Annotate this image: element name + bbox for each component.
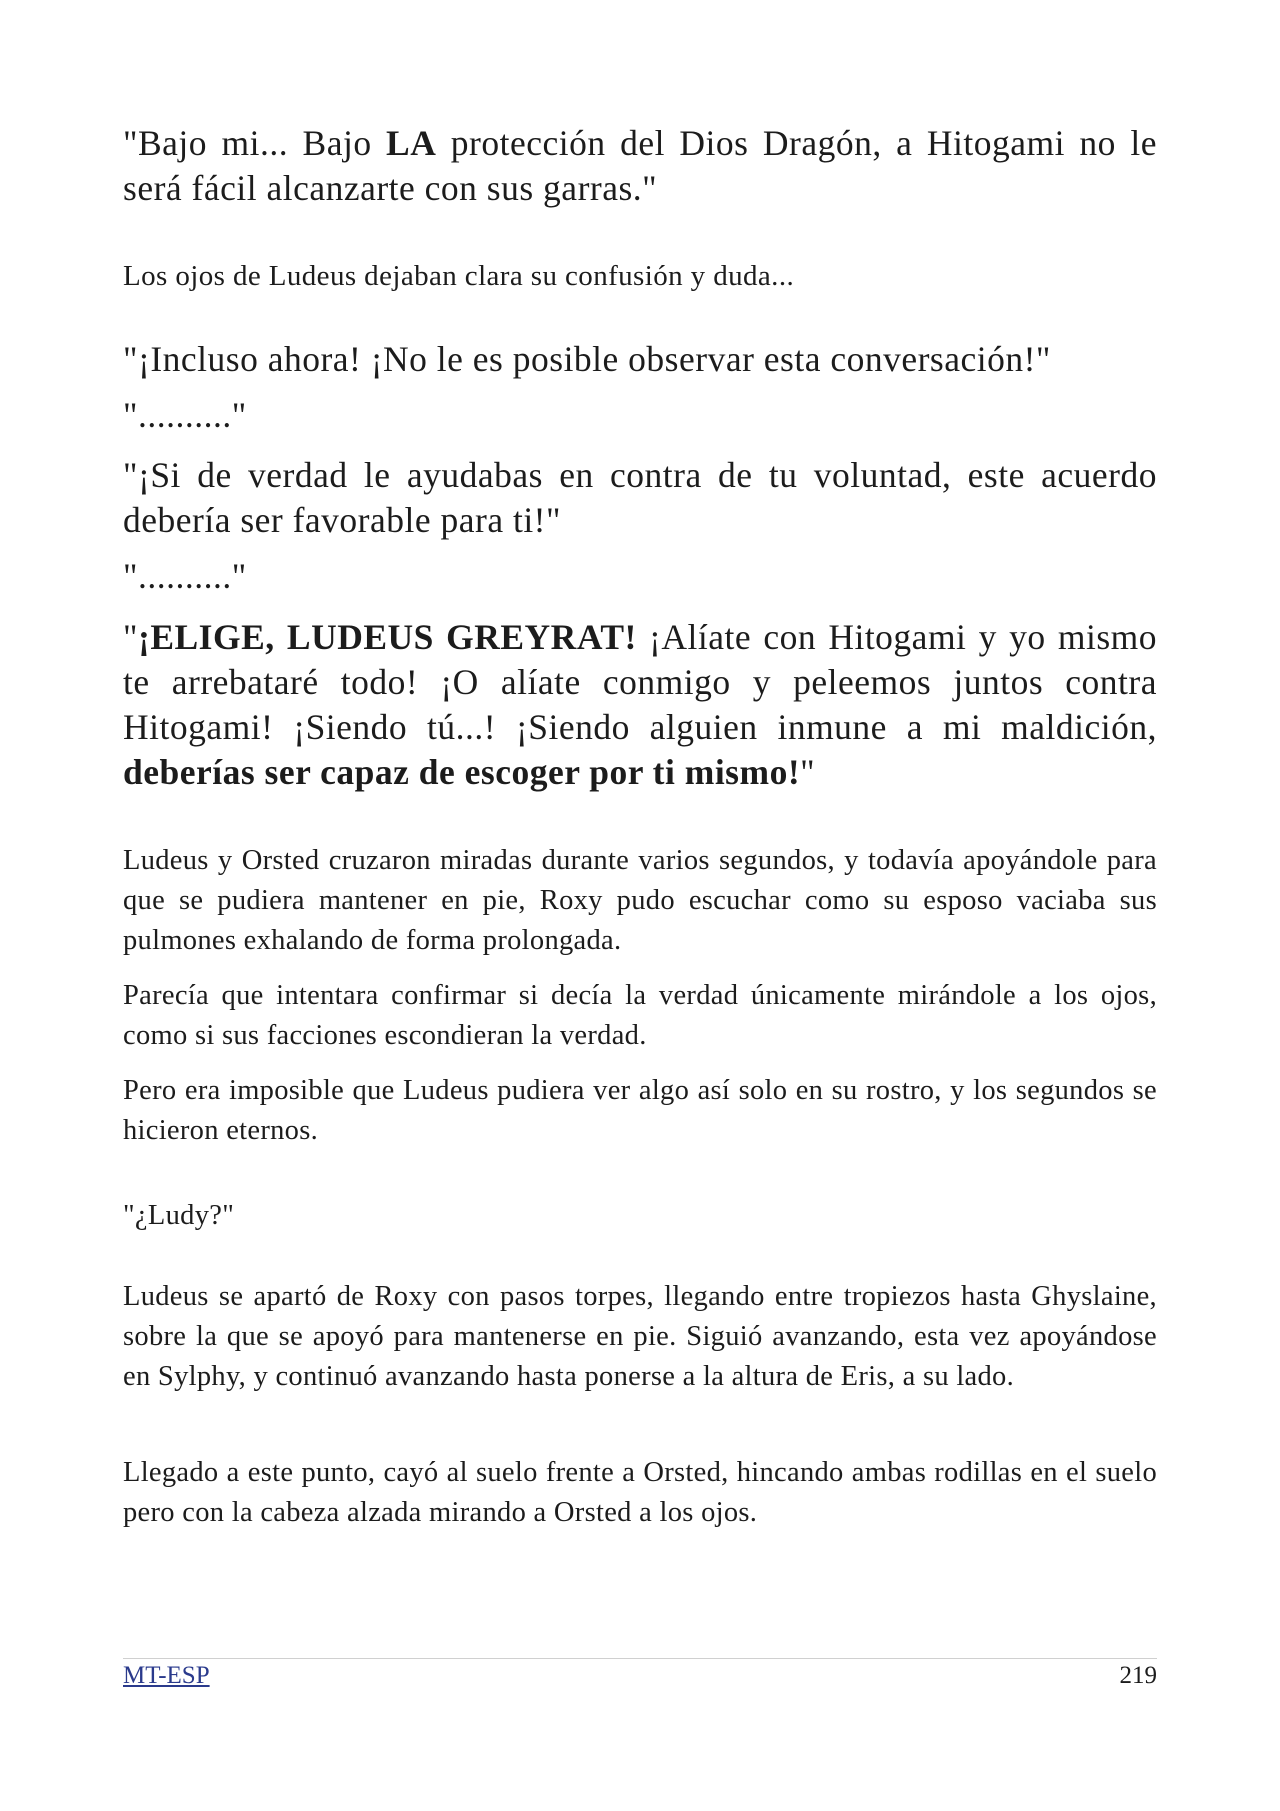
bold-run: LA xyxy=(386,123,437,163)
page-number: 219 xyxy=(1119,1662,1157,1689)
paragraph-text: "¿Ludy?" xyxy=(123,1200,235,1231)
text-run: "Bajo mi... Bajo xyxy=(123,123,387,163)
paragraph-text: ".........." xyxy=(123,395,247,435)
paragraph-text: Pero era imposible que Ludeus pudiera ver algo así solo en su rostro, y los segundos se hicieron eternos. xyxy=(123,1075,1157,1146)
paragraph-text: Ludeus se apartó de Roxy con pasos torpes, llegando entre tropiezos hasta Ghyslaine, sobre la que se apoyó para mantenerse en pie. Siguió avanzando, esta vez apoyándose en Sylphy, y continuó avanzando hasta ponerse a la altura de Eris, a su lado. xyxy=(123,1281,1157,1392)
paragraph-12 xyxy=(123,1277,1157,1397)
paragraph-6 xyxy=(123,554,1157,599)
footer-link[interactable]: MT-ESP xyxy=(123,1662,210,1689)
paragraph-7 xyxy=(123,615,1157,795)
bold-run: deberías ser capaz de escoger por ti mismo! xyxy=(123,752,801,792)
paragraph-5 xyxy=(123,453,1157,543)
text-run: ¡Alíate con Hitogami y yo mismo te arrebataré todo! ¡O alíate conmigo y peleemos juntos contra Hitogami! ¡Siendo tú...! ¡Siendo alguien inmune a mi maldición, xyxy=(123,617,1157,747)
footer-divider xyxy=(123,1658,1157,1659)
paragraph-2 xyxy=(123,256,1157,296)
text-run: " xyxy=(800,752,816,792)
paragraph-1 xyxy=(123,121,1157,211)
paragraph-text: Parecía que intentara confirmar si decía la verdad únicamente mirándole a los ojos, como si sus facciones escondieran la verdad. xyxy=(123,980,1157,1051)
bold-run: ¡ELIGE, LUDEUS GREYRAT! xyxy=(138,617,637,657)
paragraph-13 xyxy=(123,1453,1157,1533)
paragraph-10 xyxy=(123,1071,1157,1151)
paragraph-text: ".........." xyxy=(123,556,247,596)
paragraph-text: "¡Incluso ahora! ¡No le es posible observar esta conversación!" xyxy=(123,339,1051,379)
paragraph-text: Llegado a este punto, cayó al suelo frente a Orsted, hincando ambas rodillas en el suelo pero con la cabeza alzada mirando a Orsted a los ojos. xyxy=(123,1457,1157,1528)
paragraph-text: "¡Si de verdad le ayudabas en contra de tu voluntad, este acuerdo debería ser favorable para ti!" xyxy=(123,455,1157,540)
text-run: protección del Dios Dragón, a Hitogami no le será fácil alcanzarte con sus garras." xyxy=(123,123,1157,208)
text-run: " xyxy=(123,617,138,657)
paragraph-11 xyxy=(123,1196,1157,1236)
paragraph-3 xyxy=(123,337,1157,382)
paragraph-4 xyxy=(123,393,1157,438)
paragraph-8 xyxy=(123,841,1157,961)
paragraph-text: Los ojos de Ludeus dejaban clara su confusión y duda... xyxy=(123,260,795,292)
paragraph-text: Ludeus y Orsted cruzaron miradas durante varios segundos, y todavía apoyándole para que se pudiera mantener en pie, Roxy pudo escuchar como su esposo vaciaba sus pulmones exhalando de forma prolongada. xyxy=(123,845,1157,956)
paragraph-9 xyxy=(123,976,1157,1056)
